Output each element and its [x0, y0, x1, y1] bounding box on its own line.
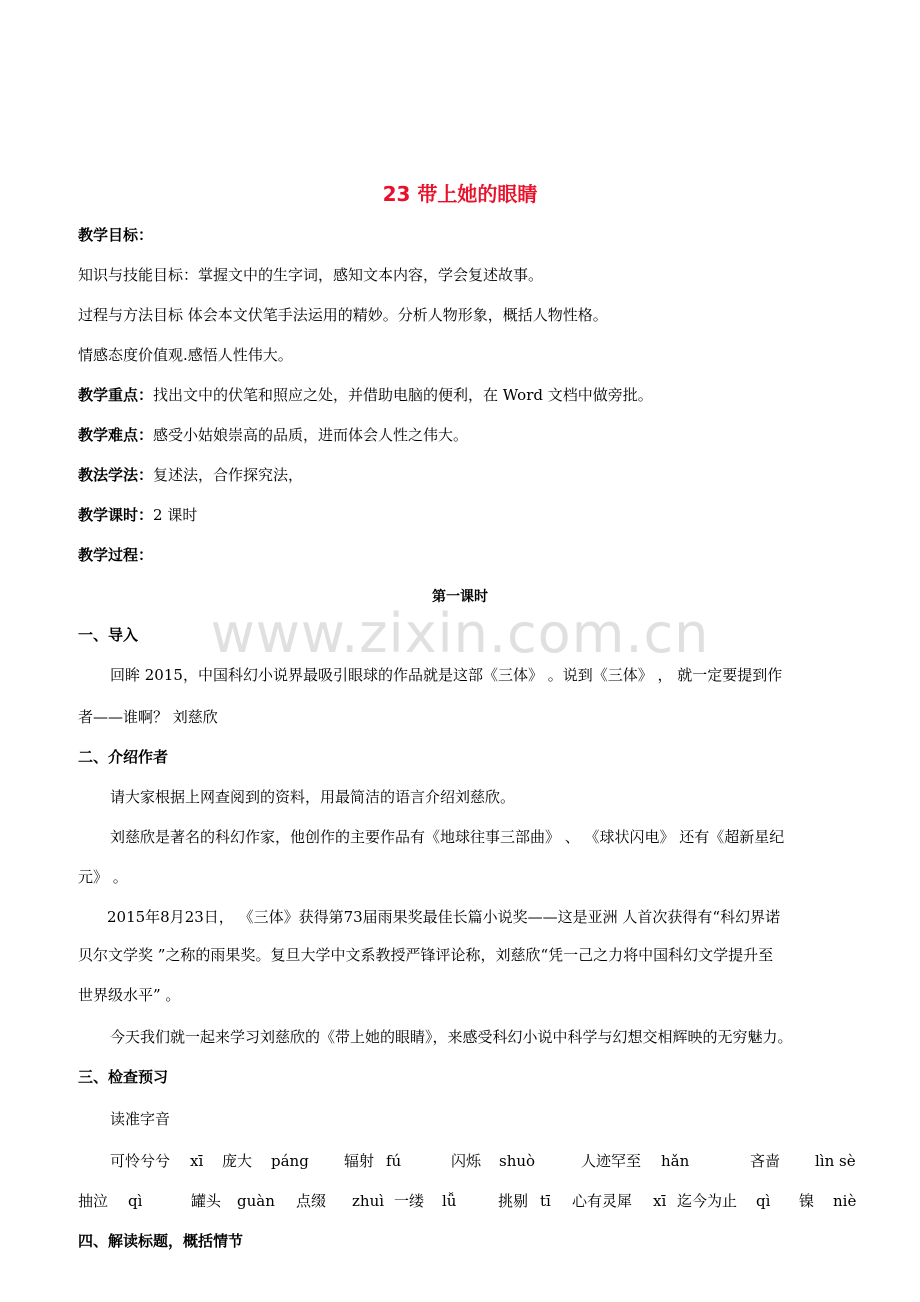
- word: 罐头: [191, 1192, 222, 1210]
- watermark: www.zixin.com.cn: [210, 602, 710, 665]
- hours-label: 教学课时：: [78, 506, 154, 524]
- pinyin: xī: [653, 1192, 667, 1210]
- pinyin: guàn: [237, 1192, 275, 1210]
- word: 庞大: [222, 1152, 253, 1170]
- objective-knowledge: 知识与技能目标：掌握文中的生字词，感知文本内容，学会复述故事。: [78, 266, 544, 284]
- pinyin: hǎn: [661, 1152, 690, 1170]
- word: 镍: [799, 1192, 815, 1210]
- author-paragraph-2-line-1: 刘慈欣是著名的科幻作家，他创作的主要作品有《地球往事三部曲》 、 《球状闪电》 还有《超新星纪: [110, 828, 785, 846]
- word: 抽泣: [78, 1192, 109, 1210]
- pinyin: qì: [128, 1192, 143, 1210]
- section-preview-heading: 三、检查预习: [78, 1068, 169, 1086]
- pinyin: páng: [271, 1152, 309, 1170]
- method-text: 复述法，合作探究法，: [153, 466, 304, 484]
- document-title: 23 带上她的眼睛: [382, 182, 538, 206]
- author-paragraph-1: 请大家根据上网查阅到的资料，用最简洁的语言介绍刘慈欣。: [110, 788, 516, 806]
- pinyin: niè: [833, 1192, 857, 1210]
- word: 一缕: [394, 1192, 425, 1210]
- key-point-label: 教学重点：: [78, 386, 154, 404]
- intro-paragraph-line-2: 者——谁啊？ 刘慈欣: [78, 708, 218, 726]
- hours-line: [78, 504, 197, 526]
- difficulty-line: [78, 424, 468, 446]
- word: 迄今为止: [677, 1192, 738, 1210]
- process-heading: 教学过程：: [78, 546, 154, 564]
- section-intro-heading: 一、导入: [78, 626, 139, 644]
- author-paragraph-3-line-3: 世界级水平” 。: [78, 986, 181, 1004]
- objective-emotion: 情感态度价值观.感悟人性伟大。: [78, 346, 293, 364]
- author-paragraph-2-line-2: 元》 。: [78, 868, 128, 886]
- method-line: [78, 464, 303, 486]
- preview-label: 读准字音: [110, 1110, 171, 1128]
- word: 吝啬: [750, 1152, 781, 1170]
- word: 人迹罕至: [581, 1152, 642, 1170]
- author-paragraph-4: 今天我们就一起来学习刘慈欣的《带上她的眼睛》，来感受科幻小说中科学与幻想交相辉映的无穷魅力。: [110, 1028, 793, 1046]
- objective-process: 过程与方法目标 体会本文伏笔手法运用的精妙。分析人物形象，概括人物性格。: [78, 306, 608, 324]
- difficulty-label: 教学难点：: [78, 426, 154, 444]
- pinyin: fú: [386, 1152, 402, 1170]
- pinyin: tī: [540, 1192, 551, 1210]
- lesson-one-heading: 第一课时: [432, 589, 488, 605]
- word: 点缀: [296, 1192, 327, 1210]
- word: 闪烁: [451, 1152, 482, 1170]
- pinyin: zhuì: [352, 1192, 385, 1210]
- difficulty-text: 感受小姑娘崇高的品质，进而体会人性之伟大。: [153, 426, 469, 444]
- objectives-heading: 教学目标：: [78, 226, 154, 244]
- pinyin: shuò: [499, 1152, 536, 1170]
- method-label: 教法学法：: [78, 466, 154, 484]
- section-title-analysis-heading: 四、解读标题，概括情节: [78, 1232, 244, 1250]
- pinyin: lǚ: [442, 1192, 457, 1210]
- section-author-heading: 二、介绍作者: [78, 748, 169, 766]
- author-paragraph-3-line-1: 2015年8月23日， 《三体》获得第73届雨果奖最佳长篇小说奖——这是亚洲 人首次获得有“科幻界诺: [107, 908, 781, 926]
- key-point-text: 找出文中的伏笔和照应之处，并借助电脑的便利，在 Word 文档中做旁批。: [153, 386, 653, 404]
- hours-text: 2 课时: [153, 506, 198, 524]
- word: 辐射: [344, 1152, 375, 1170]
- word: 可怜兮兮: [110, 1152, 171, 1170]
- author-paragraph-3-line-2: 贝尔文学奖 ”之称的雨果奖。复旦大学中文系教授严锋评论称，刘慈欣“凭一己之力将中国科幻文学提升至: [78, 946, 774, 964]
- intro-paragraph-line-1: 回眸 2015，中国科幻小说界最吸引眼球的作品就是这部《三体》 。说到《三体》 ， 就一定要提到作: [110, 666, 783, 684]
- key-point-line: [78, 384, 653, 406]
- word: 挑剔: [498, 1192, 529, 1210]
- pinyin: xī: [190, 1152, 204, 1170]
- pinyin: lìn sè: [815, 1152, 856, 1170]
- pinyin: qì: [756, 1192, 771, 1210]
- word: 心有灵犀: [572, 1192, 633, 1210]
